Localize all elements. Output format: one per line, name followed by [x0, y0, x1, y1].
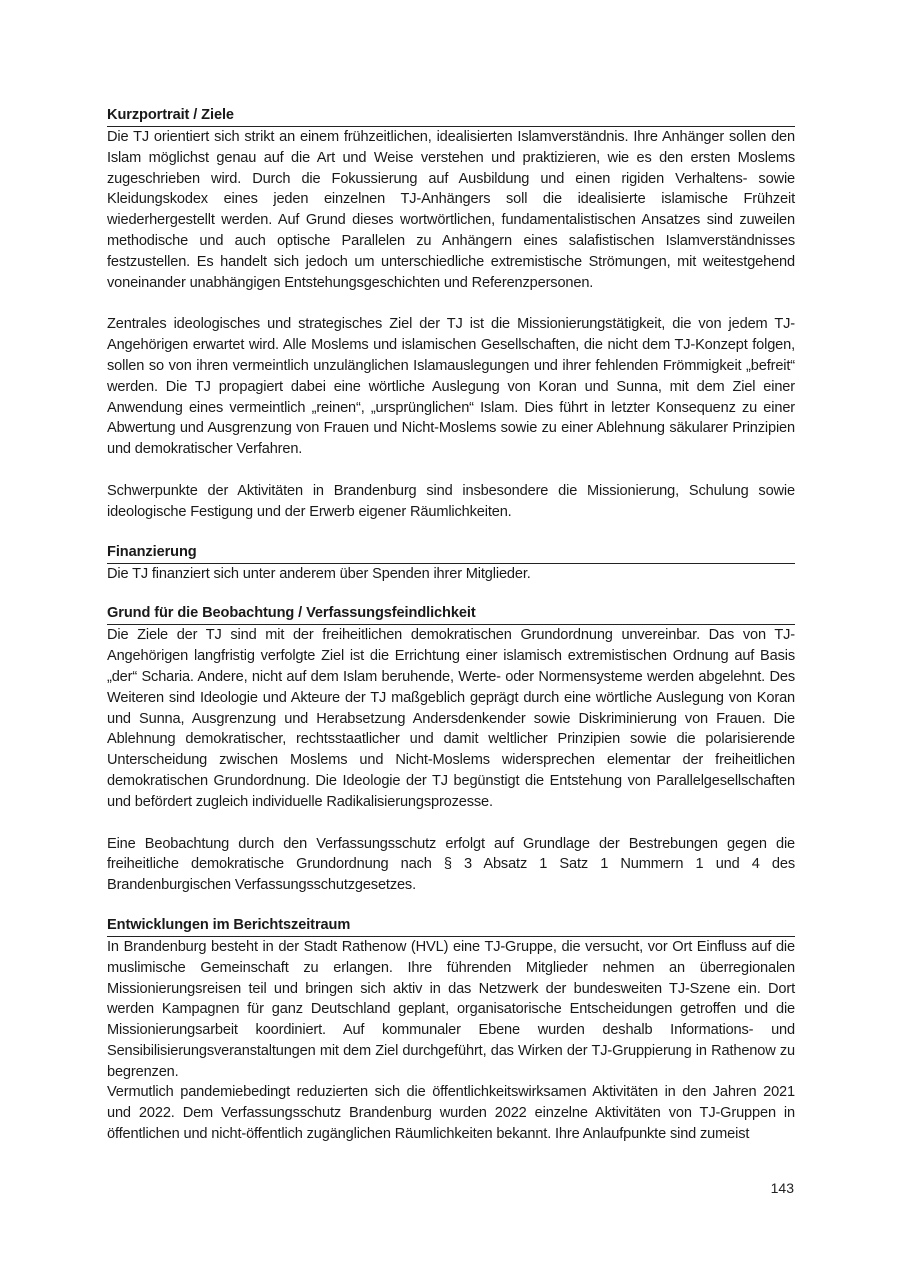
paragraph: Schwerpunkte der Aktivitäten in Brandenburg sind insbesondere die Missionierung, Schulung sowie ideologische Festigung und der Erwerb eigener Räumlichkeiten.	[107, 482, 795, 520]
section-kurzportrait	[107, 106, 795, 523]
paragraph: Vermutlich pandemiebedingt reduzierten sich die öffentlichkeitswirksamen Aktivitäten in den Jahren 2021 und 2022. Dem Verfassungsschutz Brandenburg wurden 2022 einzelne Aktivitäten von TJ-Gruppen in öffentlichen und nicht-öffentlich zugänglichen Räumlichkeiten bekannt. Ihre Anlaufpunkte sind zumeist	[107, 1084, 795, 1143]
paragraph: Die TJ finanziert sich unter anderem über Spenden ihrer Mitglieder.	[107, 565, 531, 582]
section-heading: Entwicklungen im Berichtszeitraum	[107, 916, 795, 937]
paragraph: Die TJ orientiert sich strikt an einem frühzeitlichen, idealisierten Islamverständnis. Ihre Anhänger sollen den Islam möglichst genau auf die Art und Weise verstehen und praktizieren, wie es den ersten Moslems zugeschrieben wird. Durch die Fokussierung auf Ausbildung und einen rigiden Verhaltens- sowie Kleidungskodex eines jeden einzelnen TJ-Anhängers soll die idealisierte islamische Frühzeit wiederhergestellt werden. Auf Grund dieses wortwörtlichen, fundamentalistischen Ansatzes sind zuweilen methodische und auch optische Parallelen zu Anhängern eines salafistischen Islamverständnisses festzustellen. Es handelt sich jedoch um unterschiedliche extremistische Strömungen, mit weitestgehend voneinander unabhängigen Entstehungsgeschichten und Referenzpersonen.	[107, 129, 795, 291]
paragraph: Eine Beobachtung durch den Verfassungsschutz erfolgt auf Grundlage der Bestrebungen gegen die freiheitliche demokratische Grundordnung nach § 3 Absatz 1 Satz 1 Nummern 1 und 4 des Brandenburgischen Verfassungsschutzgesetzes.	[107, 835, 795, 894]
page-number: 143	[770, 1180, 794, 1196]
section-heading: Kurzportrait / Ziele	[107, 106, 795, 127]
paragraph: Zentrales ideologisches und strategisches Ziel der TJ ist die Missionierungstätigkeit, die von jedem TJ-Angehörigen erwartet wird. Alle Moslems und islamischen Gesellschaften, die nicht dem TJ-Konzept folgen, sollen so von ihren vermeintlich unzulänglichen Islamauslegungen und ihrer fehlenden Frömmigkeit „befreit“ werden. Die TJ propagiert dabei eine wörtliche Auslegung von Koran und Sunna, mit dem Ziel einer Anwendung eines vermeintlich „reinen“, „ursprünglichen“ Islam. Dies führt in letzter Konsequenz zu einer Abwertung und Ausgrenzung von Frauen und Nicht-Moslems sowie zu einer Ablehnung säkularer Prinzipien und demokratischer Verfahren.	[107, 316, 795, 458]
section-finanzierung	[107, 543, 795, 585]
page-content	[107, 106, 795, 1145]
section-heading: Grund für die Beobachtung / Verfassungsfeindlichkeit	[107, 604, 795, 625]
section-beobachtung	[107, 604, 795, 896]
paragraph: Die Ziele der TJ sind mit der freiheitlichen demokratischen Grundordnung unvereinbar. Das von TJ-Angehörigen langfristig verfolgte Ziel ist die Errichtung einer islamisch extremistischen Ordnung auf Basis „der“ Scharia. Andere, nicht auf dem Islam beruhende, Werte- oder Normensysteme werden abgelehnt. Des Weiteren sind Ideologie und Akteure der TJ maßgeblich geprägt durch eine wörtliche Auslegung von Koran und Sunna, Ausgrenzung und Herabsetzung Andersdenkender sowie Diskriminierung von Frauen. Die Ablehnung demokratischer, rechtsstaatlicher und damit weltlicher Prinzipien sowie die polarisierende Unterscheidung zwischen Moslems und Nicht-Moslems widersprechen elementar der freiheitlichen demokratischen Grundordnung. Die Ideologie der TJ begünstigt die Entstehung von Parallelgesellschaften und befördert zugleich individuelle Radikalisierungsprozesse.	[107, 627, 795, 810]
paragraph: In Brandenburg besteht in der Stadt Rathenow (HVL) eine TJ-Gruppe, die versucht, vor Ort Einfluss auf die muslimische Gemeinschaft zu erlangen. Ihre führenden Mitglieder nehmen an überregionalen Missionierungsreisen teil und bringen sich aktiv in das Netzwerk der bundesweiten TJ-Szene ein. Dort werden Kampagnen für ganz Deutschland geplant, organisatorische Entscheidungen getroffen und die Missionierungsarbeit koordiniert. Auf kommunaler Ebene wurden deshalb Informations- und Sensibilisierungsveranstaltungen mit dem Ziel durchgeführt, das Wirken der TJ-Gruppierung in Rathenow zu begrenzen.	[107, 938, 795, 1080]
section-heading: Finanzierung	[107, 543, 795, 564]
section-entwicklungen	[107, 916, 795, 1145]
